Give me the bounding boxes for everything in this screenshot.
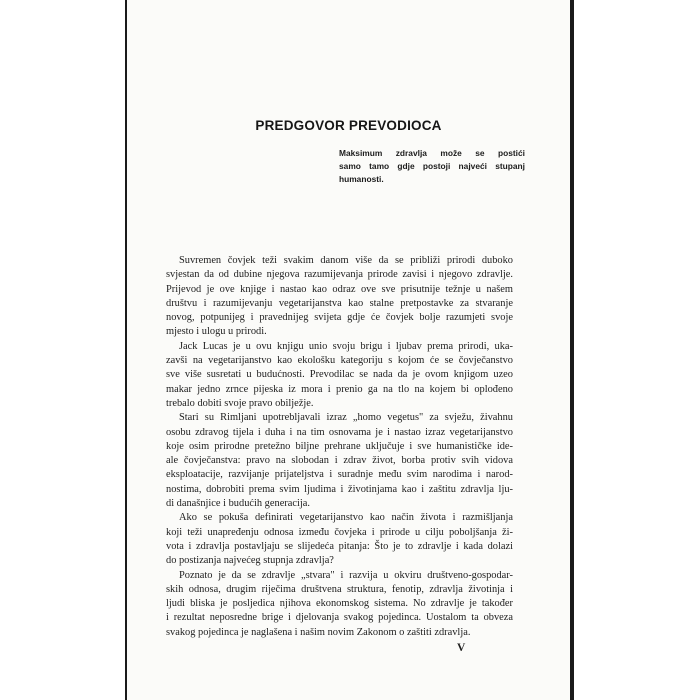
text-line: svjestan da od dubine njegova razumijevanja prirode zavisi i njegovo zdravlje. [166, 269, 513, 281]
text-line: sve više susretati u budućnosti. Prevodilac se nada da je ovom knjigom uzeo [166, 369, 513, 381]
epigraph-line: humanosti. [339, 174, 384, 184]
text-line: di današnjice i budućih generacija. [166, 498, 310, 510]
page-title: PREDGOVOR PREVODIOCA [255, 118, 442, 133]
text-line: svakog pojedinca je naglašena i našim novim Zakonom o zaštiti zdravlja. [166, 626, 471, 638]
text-line: koji teži unapređenju odnosa između čovjeka i prirode u cilju poboljšanja ži- [166, 526, 513, 538]
text-line: osobu zdravog tijela i duha i na tim osnovama je i nastao izraz vegetarijanstvo [166, 426, 513, 438]
text-line: društvu i razumijevanju vegetarijanstva kao stalne pretpostavke za stvaranje [166, 297, 513, 309]
text-line: nostima, dobrobiti prema svim ljudima i životinjama kao i zaštitu zdravlja lju- [166, 483, 513, 495]
text-line: Stari su Rimljani upotrebljavali izraz „homo vegetus" za svježu, živahnu [179, 412, 513, 424]
text-line: vota i zdravlja postavljaju se slijedeća pitanja: Što je to zdravlje i kada dolazi [166, 540, 513, 552]
text-line: Ako se pokuša definirati vegetarijanstvo kao način života i razmišljanja [179, 512, 513, 524]
text-line: koje osim prirodne pretežno biljne prehrane uključuje i sve humanističke ide- [166, 440, 513, 452]
epigraph-line: samo tamo gdje postoji najveći stupanj [339, 161, 525, 171]
page-number: V [457, 642, 466, 654]
text-line: Jack Lucas je u ovu knjigu unio svoju brigu i ljubav prema prirodi, uka- [179, 340, 513, 352]
text-line: makar jedno zrnce pijeska iz mora i prenio ga na tlo na kojem bi oplođeno [166, 383, 513, 395]
text-line: do postizanja najvećeg stupnja zdravlja? [166, 555, 334, 567]
text-line: i rezultat neposredne brige i djelovanja svakog pojedinca. Uostalom ta obveza [166, 612, 513, 624]
text-line: mjesto i ulogu u prirodi. [166, 326, 267, 338]
text-line: Suvremen čovjek teži svakim danom više da se približi prirodi duboko [179, 255, 513, 266]
epigraph-line: Maksimum zdravlja može se postići [339, 148, 525, 158]
text-line: ale čovječanstva: pravo na slobodan i zdrav život, borba protiv svih vidova [166, 455, 513, 467]
body-text [166, 254, 513, 640]
text-line: eksploatacije, razvijanje prijateljstva i suradnje među svim narodima i narod- [166, 469, 513, 481]
text-line: zavši na vegetarijanstvo kao ekološku kategoriju s kojom će se čovječanstvo [166, 355, 513, 367]
scan-border-right [570, 0, 574, 700]
text-line: ljudi bliska je posljedica njihova ekonomskog sistema. No zdravlje je također [166, 598, 513, 610]
text-line: Prijevod je ove knjige i nastao kao odraz ove sve prisutnije težnje u našem [166, 283, 513, 295]
text-line: trebalo dobiti svoje pravo obilježje. [166, 397, 314, 409]
text-line: novog, potpunijeg i pravednijeg svijeta gdje će čovjek bolje razumjeti svoje [166, 312, 513, 324]
book-page [127, 0, 570, 700]
text-line: skih odnosa, drugim riječima društvena struktura, fenotip, zdravlja životinja i [166, 583, 513, 595]
text-line: Poznato je da se zdravlje „stvara" i razvija u okviru društveno-gospodar- [179, 569, 513, 581]
epigraph [339, 147, 525, 186]
